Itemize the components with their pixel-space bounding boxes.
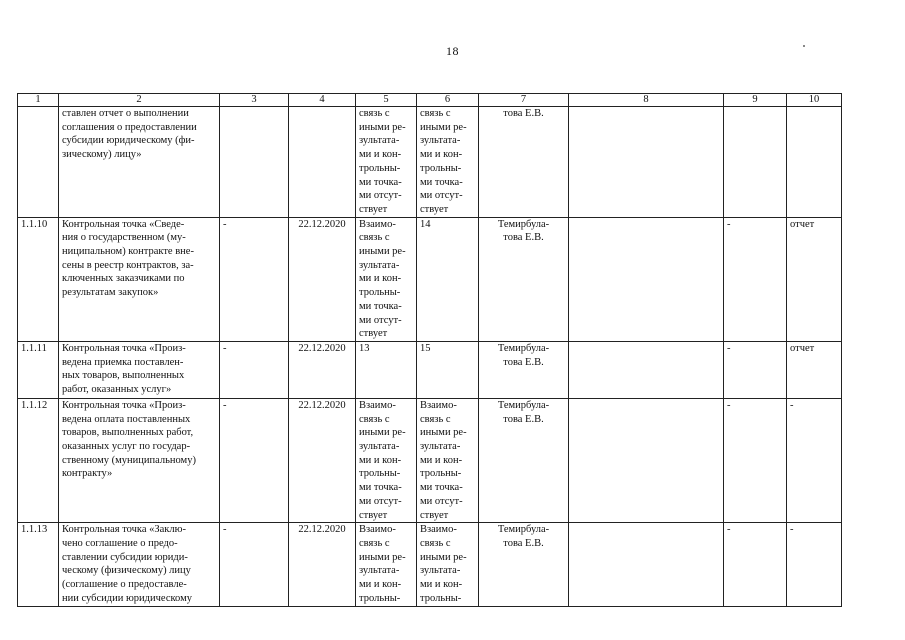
cell-responsible: Темирбула- това Е.В. — [479, 217, 569, 341]
cell-col8 — [569, 341, 724, 398]
cell-end-date: 22.12.2020 — [289, 398, 356, 522]
table-row-1-1-13 — [18, 523, 842, 606]
table-row-continuation — [18, 107, 842, 218]
cell-successor: 15 — [417, 341, 479, 398]
cell-col8 — [569, 217, 724, 341]
cell-document — [787, 107, 842, 218]
cell-start-date — [220, 107, 289, 218]
page-number: 18 — [446, 44, 459, 58]
table-row-1-1-11 — [18, 341, 842, 398]
cell-description: Контрольная точка «Произ- ведена оплата поставленных товаров, выполненных работ, оказанных услуг по государ- ственному (муниципальному) контракту» — [59, 398, 220, 522]
header-cell-8: 8 — [569, 94, 724, 107]
cell-document: - — [787, 398, 842, 522]
cell-responsible: Темирбула- това Е.В. — [479, 523, 569, 606]
cell-description: ставлен отчет о выполнении соглашения о предоставлении субсидии юридическому (фи- зическому) лицу» — [59, 107, 220, 218]
cell-number: 1.1.12 — [18, 398, 59, 522]
cell-description: Контрольная точка «Заклю- чено соглашение о предо- ставлении субсидии юриди- ческому (физическому) лицу (соглашение о предоставле- нии субсидии юридическому — [59, 523, 220, 606]
header-cell-7: 7 — [479, 94, 569, 107]
cell-predecessor: связь с иными ре- зультата- ми и кон- трольны- ми точка- ми отсут- ствует — [356, 107, 417, 218]
cell-responsible: Темирбула- това Е.В. — [479, 398, 569, 522]
cell-end-date: 22.12.2020 — [289, 523, 356, 606]
cell-start-date: - — [220, 398, 289, 522]
cell-col9 — [724, 107, 787, 218]
header-cell-9: 9 — [724, 94, 787, 107]
cell-col9: - — [724, 398, 787, 522]
plan-table — [17, 93, 842, 607]
cell-end-date — [289, 107, 356, 218]
cell-successor: Взаимо- связь с иными ре- зультата- ми и кон- трольны- — [417, 523, 479, 606]
cell-start-date: - — [220, 341, 289, 398]
header-cell-4: 4 — [289, 94, 356, 107]
cell-predecessor: Взаимо- связь с иными ре- зультата- ми и кон- трольны- ми точка- ми отсут- ствует — [356, 217, 417, 341]
cell-end-date: 22.12.2020 — [289, 341, 356, 398]
cell-start-date: - — [220, 523, 289, 606]
cell-predecessor: 13 — [356, 341, 417, 398]
scan-speck — [803, 45, 805, 47]
header-cell-5: 5 — [356, 94, 417, 107]
cell-predecessor: Взаимо- связь с иными ре- зультата- ми и кон- трольны- ми точка- ми отсут- ствует — [356, 398, 417, 522]
cell-document: - — [787, 523, 842, 606]
cell-responsible: това Е.В. — [479, 107, 569, 218]
cell-document: отчет — [787, 341, 842, 398]
cell-number: 1.1.10 — [18, 217, 59, 341]
cell-col8 — [569, 398, 724, 522]
cell-end-date: 22.12.2020 — [289, 217, 356, 341]
cell-start-date: - — [220, 217, 289, 341]
cell-number — [18, 107, 59, 218]
table-row-1-1-12 — [18, 398, 842, 522]
cell-col8 — [569, 107, 724, 218]
cell-successor: 14 — [417, 217, 479, 341]
header-cell-1: 1 — [18, 94, 59, 107]
table-row-1-1-10 — [18, 217, 842, 341]
cell-description: Контрольная точка «Сведе- ния о государственном (му- ниципальном) контракте вне- сены в реестр контрактов, за- ключенных заказчиками по результатам закупок» — [59, 217, 220, 341]
header-cell-3: 3 — [220, 94, 289, 107]
cell-col8 — [569, 523, 724, 606]
cell-document: отчет — [787, 217, 842, 341]
cell-successor: связь с иными ре- зультата- ми и кон- трольны- ми точка- ми отсут- ствует — [417, 107, 479, 218]
cell-number: 1.1.11 — [18, 341, 59, 398]
header-cell-10: 10 — [787, 94, 842, 107]
cell-col9: - — [724, 217, 787, 341]
header-cell-6: 6 — [417, 94, 479, 107]
cell-description: Контрольная точка «Произ- ведена приемка поставлен- ных товаров, выполненных работ, оказанных услуг» — [59, 341, 220, 398]
cell-successor: Взаимо- связь с иными ре- зультата- ми и кон- трольны- ми точка- ми отсут- ствует — [417, 398, 479, 522]
cell-number: 1.1.13 — [18, 523, 59, 606]
cell-col9: - — [724, 523, 787, 606]
header-row — [18, 94, 842, 107]
header-cell-2: 2 — [59, 94, 220, 107]
cell-col9: - — [724, 341, 787, 398]
cell-predecessor: Взаимо- связь с иными ре- зультата- ми и кон- трольны- — [356, 523, 417, 606]
cell-responsible: Темирбула- това Е.В. — [479, 341, 569, 398]
